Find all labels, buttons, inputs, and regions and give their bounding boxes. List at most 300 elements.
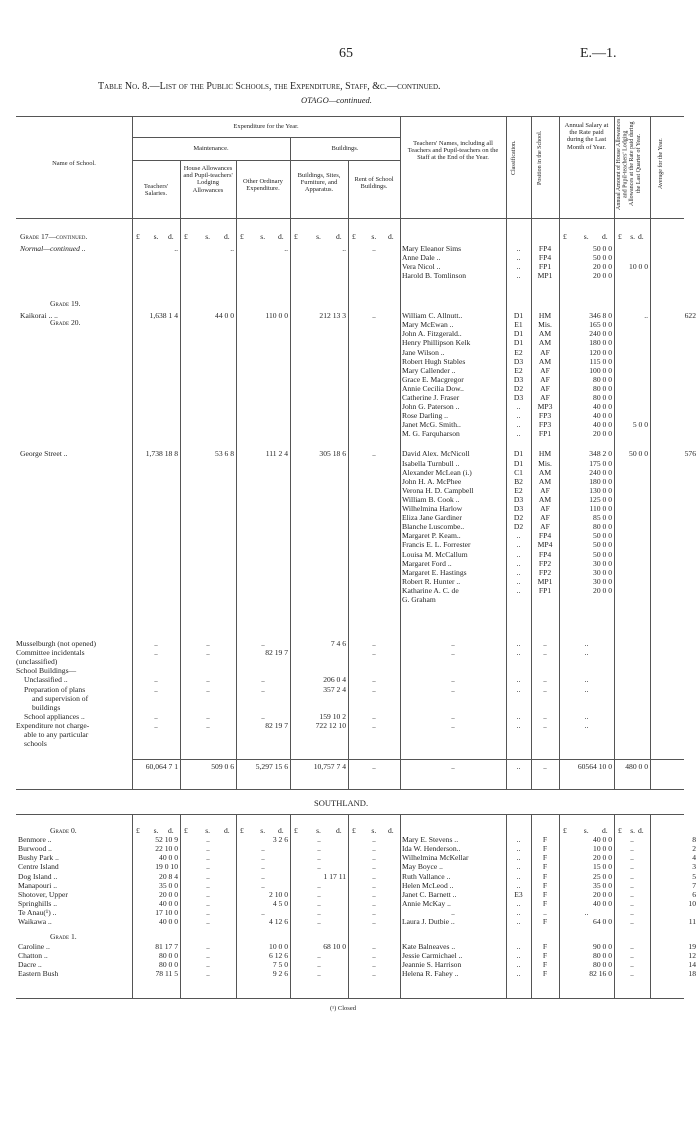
misc-item-name: School appliances ..: [24, 711, 85, 721]
currency-shilling-label: s.: [316, 232, 321, 241]
average-value: 576: [684, 449, 696, 459]
classification-value: ..: [516, 917, 521, 926]
teacher-name: Robert Hugh Stables: [402, 356, 466, 366]
position-value: AF: [540, 513, 550, 523]
currency-shilling-label: s.: [153, 232, 159, 241]
currency-shilling-label: s.: [205, 232, 211, 241]
header-name-of-school: Name of School.: [52, 160, 96, 167]
buildings-value: ..: [342, 243, 346, 253]
currency-pence-label: d.: [336, 232, 342, 241]
position-value: F: [542, 835, 548, 845]
rent-value: ..: [372, 898, 376, 908]
other-expenditure-value: 9 2 6: [272, 968, 288, 978]
teacher-name: Louisa M. McCallum: [402, 549, 468, 559]
classification-value: ..: [516, 853, 521, 863]
currency-pence-label: d.: [224, 232, 230, 241]
header-annual-salary: Annual Salary at the Rate paid during the Last Month of Year.: [564, 122, 609, 151]
classification-value: ..: [516, 880, 521, 890]
teachers-salaries-value: 80 0 0: [159, 950, 178, 960]
annual-salary-value: 50 0 0: [593, 549, 612, 559]
average-value: 18: [688, 968, 696, 978]
position-value: F: [542, 941, 548, 951]
header-column-rule: [348, 160, 349, 218]
teacher-name: ..: [451, 639, 455, 648]
annual-allowance-value: ..: [644, 311, 648, 321]
teachers-salaries-value: 1,738 18 8: [145, 449, 178, 459]
position-value: AF: [540, 374, 550, 384]
teacher-name: May Boyce ..: [402, 862, 443, 872]
annual-salary-value: 120 0 0: [589, 347, 612, 357]
teachers-salaries-value: 40 0 0: [159, 917, 178, 926]
classification-value: ..: [516, 684, 521, 694]
house-allowance-value: ..: [206, 917, 210, 926]
annual-salary-value: 100 0 0: [589, 365, 612, 375]
annual-salary-value: 20 0 0: [593, 429, 612, 439]
other-expenditure-value: 10 0 0: [269, 941, 288, 951]
average-value: 10: [688, 898, 696, 908]
currency-shilling-label: s.: [630, 826, 636, 835]
teacher-name: Wilhelmina McKellar: [402, 853, 469, 863]
position-value: ..: [543, 648, 547, 658]
classification-value: ..: [516, 844, 521, 854]
classification-value: ..: [516, 968, 521, 978]
currency-pence-label: d.: [638, 232, 644, 241]
misc-item-name: Expenditure not charge-: [16, 720, 90, 730]
currency-shilling-label: s.: [371, 232, 377, 241]
teacher-name: Janet McG. Smith..: [402, 420, 461, 430]
annual-allowance-value: ..: [630, 941, 634, 951]
misc-item-name: Musselburgh (not opened): [16, 639, 97, 648]
classification-value: ..: [516, 959, 521, 969]
house-allowance-value: ..: [206, 639, 210, 648]
buildings-value: 206 0 4: [323, 675, 346, 685]
rent-value: ..: [372, 880, 376, 890]
average-value: 6: [692, 889, 696, 899]
teacher-name: Annie Cecilia Dow..: [402, 383, 464, 393]
other-expenditure-value: ..: [261, 711, 265, 721]
header-house-allowances: House Allowances and Pupil-teachers' Lodging Allowances: [183, 165, 233, 194]
annual-salary-value: 50 0 0: [593, 540, 612, 550]
classification-value: ..: [516, 862, 521, 872]
annual-salary-value: 40 0 0: [593, 411, 612, 421]
teachers-salaries-value: 80 0 0: [159, 959, 178, 969]
body-column-rule: [614, 218, 615, 789]
header-column-rule: [614, 116, 615, 218]
average-value: 11: [688, 917, 696, 926]
header-average: Average for the Year.: [658, 138, 664, 190]
buildings-value: ..: [317, 917, 321, 926]
position-value: FP2: [538, 558, 552, 568]
total-house-allowances: 509 0 6: [211, 762, 234, 771]
annual-salary-value: ..: [584, 720, 589, 730]
school-name: Centre Island: [18, 862, 59, 872]
classification-value: ..: [516, 411, 521, 421]
teachers-salaries-value: 20 0 0: [159, 889, 178, 899]
grade-heading: Grade 19.: [50, 299, 81, 309]
buildings-value: 722 12 10: [315, 720, 346, 730]
rent-value: ..: [372, 917, 376, 926]
classification-value: D2: [513, 513, 524, 523]
header-top-rule: [16, 116, 684, 117]
position-value: MP4: [537, 540, 553, 550]
teacher-name: Kate Balneaves ..: [402, 941, 456, 951]
house-allowance-value: ..: [206, 907, 210, 917]
classification-value: ..: [516, 898, 521, 908]
position-value: AM: [538, 494, 552, 504]
page-number: 65: [339, 46, 353, 61]
position-value: F: [542, 871, 548, 881]
currency-pound-label: £: [136, 232, 140, 241]
teachers-salaries-value: 17 10 0: [155, 907, 178, 917]
classification-value: ..: [516, 531, 521, 541]
house-allowance-value: 44 0 0: [215, 311, 234, 321]
rent-value: ..: [372, 941, 376, 951]
position-value: AF: [540, 485, 550, 495]
buildings-value: 305 18 6: [319, 449, 346, 459]
buildings-value: 7 4 6: [330, 639, 346, 648]
body-column-rule: [290, 218, 291, 789]
currency-pence-label: d.: [638, 826, 644, 835]
other-expenditure-value: ..: [261, 880, 265, 890]
teacher-name: ..: [451, 648, 455, 658]
position-value: F: [542, 950, 548, 960]
position-value: AM: [538, 476, 552, 486]
currency-pound-label: £: [294, 232, 298, 241]
rent-value: ..: [372, 684, 376, 694]
position-value: AF: [540, 347, 550, 357]
other-expenditure-value: ..: [261, 639, 265, 648]
annual-allowance-value: 10 0 0: [629, 262, 648, 272]
position-value: F: [542, 968, 548, 978]
annual-salary-value: 90 0 0: [593, 941, 612, 951]
currency-pence-label: d.: [168, 826, 174, 835]
annual-salary-value: 40 0 0: [593, 898, 612, 908]
currency-pence-label: d.: [336, 826, 342, 835]
currency-shilling-label: s.: [583, 232, 589, 241]
rent-value: ..: [372, 835, 376, 845]
other-expenditure-value: ..: [284, 243, 288, 253]
house-allowance-value: ..: [206, 862, 210, 872]
buildings-value: 1 17 11: [323, 871, 346, 881]
annual-salary-value: 20 0 0: [593, 889, 612, 899]
teacher-name: Blanche Luscombe..: [402, 522, 465, 532]
currency-pence-label: d.: [278, 232, 284, 241]
annual-salary-value: 115 0 0: [589, 356, 612, 366]
classification-value: ..: [516, 576, 521, 586]
teacher-name: Rose Darling ..: [402, 411, 448, 421]
teacher-name: ..: [451, 684, 455, 694]
position-value: F: [542, 844, 548, 854]
school-name: Caroline ..: [18, 941, 50, 951]
header-buildings: Buildings.: [331, 145, 359, 152]
teachers-salaries-value: ..: [154, 639, 158, 648]
body-column-rule: [348, 218, 349, 789]
total-annual-allowance: 480 0 0: [625, 762, 648, 771]
teachers-salaries-value: 22 10 0: [155, 844, 178, 854]
average-value: 14: [688, 959, 696, 969]
classification-value: ..: [516, 675, 521, 685]
classification-value: ..: [516, 585, 521, 595]
buildings-value: ..: [317, 889, 321, 899]
total-annual-salary: 60564 10 0: [577, 762, 612, 771]
teacher-name: Janet C. Barnett ..: [402, 889, 457, 899]
annual-salary-value: 40 0 0: [593, 420, 612, 430]
house-allowance-value: ..: [206, 844, 210, 854]
other-expenditure-value: 3 2 6: [272, 835, 288, 845]
teacher-name: ..: [451, 907, 455, 917]
house-allowance-value: ..: [206, 941, 210, 951]
rent-value: ..: [372, 907, 376, 917]
annual-salary-value: 20 0 0: [593, 585, 612, 595]
teacher-name: Margaret Ford ..: [402, 558, 452, 568]
teachers-salaries-value: ..: [154, 720, 158, 730]
currency-shilling-label: s.: [583, 826, 589, 835]
average-value: 19: [688, 941, 696, 951]
header-teachers-salaries: Teachers' Salaries.: [143, 183, 169, 198]
classification-value: C1: [514, 467, 523, 477]
annual-salary-value: 50 0 0: [593, 531, 612, 541]
teacher-name: John G. Paterson ..: [402, 402, 460, 412]
total-buildings: 10,757 7 4: [313, 762, 346, 771]
teacher-name: Margaret E. Hastings: [402, 567, 467, 577]
teacher-name: Helen McLeod ..: [402, 880, 454, 890]
position-value: MP3: [537, 402, 553, 412]
annual-salary-value: 85 0 0: [593, 513, 612, 523]
currency-shilling-label: s.: [153, 826, 159, 835]
header-column-rule: [236, 160, 237, 218]
average-value: 8: [692, 835, 696, 845]
teacher-name: Jeannie S. Harrison: [402, 959, 462, 969]
teacher-name: Katharine A. C. de: [402, 585, 459, 595]
currency-shilling-label: s.: [371, 826, 377, 835]
classification-value: D3: [513, 374, 524, 384]
teachers-salaries-value: ..: [174, 243, 178, 253]
other-expenditure-value: 6 12 6: [269, 950, 288, 960]
annual-salary-value: 175 0 0: [589, 458, 612, 468]
rent-value: ..: [372, 968, 376, 978]
other-expenditure-value: 82 19 7: [265, 648, 288, 658]
position-value: HM: [538, 311, 552, 321]
teacher-name: ..: [451, 711, 455, 721]
misc-item-name: Preparation of plans: [24, 684, 86, 694]
total-teachers: ..: [451, 762, 455, 771]
buildings-value: ..: [317, 835, 321, 845]
annual-salary-value: 130 0 0: [589, 485, 612, 495]
position-value: MP1: [537, 576, 553, 586]
other-expenditure-value: 82 19 7: [265, 720, 288, 730]
annual-allowance-value: ..: [630, 917, 634, 926]
house-allowance-value: ..: [206, 950, 210, 960]
other-expenditure-value: 111 2 4: [265, 449, 288, 459]
currency-pound-label: £: [563, 232, 567, 241]
rent-value: ..: [372, 639, 376, 648]
teacher-name: Eliza Jane Gardiner: [402, 513, 462, 523]
position-value: FP1: [538, 429, 552, 439]
misc-item-name: able to any particular: [24, 730, 89, 739]
annual-salary-value: 80 0 0: [593, 959, 612, 969]
annual-salary-value: 180 0 0: [589, 338, 612, 348]
currency-shilling-label: s.: [316, 826, 321, 835]
teachers-salaries-value: 19 0 10: [155, 862, 178, 872]
annual-salary-value: 40 0 0: [593, 402, 612, 412]
teacher-name: Grace E. Macgregor: [402, 374, 464, 384]
annual-allowance-value: 5 0 0: [632, 420, 648, 430]
header-column-rule: [506, 116, 507, 218]
annual-salary-value: 64 0 0: [593, 917, 612, 926]
other-expenditure-value: 4 12 6: [269, 917, 288, 926]
classification-value: ..: [516, 711, 521, 721]
classification-value: D2: [513, 383, 524, 393]
teacher-name: Harold B. Tomlinson: [402, 271, 467, 281]
average-value: 3: [692, 862, 696, 872]
house-allowance-value: ..: [206, 711, 210, 721]
currency-pound-label: £: [136, 826, 140, 835]
teacher-name: Catherine J. Fraser: [402, 393, 460, 403]
buildings-value: ..: [317, 862, 321, 872]
annual-salary-value: 240 0 0: [589, 329, 612, 339]
rent-value: ..: [372, 675, 376, 685]
classification-value: ..: [516, 720, 521, 730]
header-column-rule: [400, 116, 401, 218]
rent-value: ..: [372, 853, 376, 863]
classification-value: D1: [513, 338, 524, 348]
currency-pence-label: d.: [224, 826, 230, 835]
classification-value: ..: [516, 420, 521, 430]
total-position: ..: [543, 762, 547, 771]
position-value: FP3: [538, 420, 552, 430]
annual-salary-value: 165 0 0: [589, 320, 612, 330]
annual-salary-value: 50 0 0: [593, 243, 612, 253]
teacher-name: Verona H. D. Campbell: [402, 485, 474, 495]
school-name: Chatton ..: [18, 950, 48, 960]
rent-value: ..: [372, 950, 376, 960]
teacher-name: Mary E. Stevens ..: [402, 835, 459, 845]
annual-salary-value: 30 0 0: [593, 576, 612, 586]
header-expenditure: Expenditure for the Year.: [233, 123, 299, 130]
annual-salary-value: 20 0 0: [593, 271, 612, 281]
house-allowance-value: ..: [206, 675, 210, 685]
currency-pence-label: d.: [168, 232, 174, 241]
currency-pence-label: d.: [602, 232, 608, 241]
misc-item-name: Unclassified ..: [24, 675, 68, 685]
rent-value: ..: [372, 959, 376, 969]
other-expenditure-value: ..: [261, 684, 265, 694]
header-column-rule: [650, 116, 651, 218]
total-other-expenditure: 5,297 15 6: [255, 762, 288, 771]
annual-allowance-value: ..: [630, 871, 634, 881]
annual-salary-value: 50 0 0: [593, 252, 612, 262]
teachers-salaries-value: 1,638 1 4: [149, 311, 178, 321]
teachers-salaries-value: 20 8 4: [159, 871, 178, 881]
other-expenditure-value: ..: [261, 853, 265, 863]
teachers-salaries-value: ..: [154, 711, 158, 721]
currency-pound-label: £: [618, 826, 622, 835]
grade-heading: Grade 1.: [50, 932, 77, 942]
annual-salary-value: 20 0 0: [593, 262, 612, 272]
position-value: AM: [538, 329, 552, 339]
teacher-name: John A. Fitzgerald..: [402, 329, 462, 339]
school-name: Burwood ..: [18, 844, 52, 854]
misc-item-name: and supervision of: [32, 693, 89, 703]
school-name: Dog Island ..: [18, 871, 58, 881]
teachers-salaries-value: 40 0 0: [159, 898, 178, 908]
teacher-name: G. Graham: [402, 595, 436, 605]
annual-allowance-value: ..: [630, 844, 634, 854]
position-value: F: [542, 959, 548, 969]
classification-value: ..: [516, 540, 521, 550]
position-value: F: [542, 898, 548, 908]
annual-allowance-value: ..: [630, 835, 634, 845]
teacher-name: ..: [451, 720, 455, 730]
misc-item-name: Committee incidentals: [16, 648, 85, 658]
teacher-name: William B. Cook ..: [402, 494, 460, 504]
classification-value: E2: [514, 485, 523, 495]
house-allowance-value: ..: [206, 684, 210, 694]
school-name: Te Anau(¹) ..: [18, 907, 57, 917]
school-name: Normal—continued ..: [20, 243, 86, 253]
other-expenditure-value: 2 10 0: [269, 889, 288, 899]
average-value: 12: [688, 950, 696, 960]
annual-salary-value: 346 8 0: [589, 311, 612, 321]
school-name: Eastern Bush: [18, 968, 59, 978]
buildings-value: 212 13 3: [319, 311, 346, 321]
rent-value: ..: [372, 648, 376, 658]
header-bottom-rule: [16, 218, 684, 219]
house-allowance-value: ..: [206, 648, 210, 658]
position-value: FP4: [538, 243, 552, 253]
classification-value: ..: [516, 252, 521, 262]
position-value: AM: [538, 356, 552, 366]
teacher-name: Jessie Carmichael ..: [402, 950, 463, 960]
classification-value: ..: [516, 907, 521, 917]
currency-pound-label: £: [618, 232, 622, 241]
teacher-name: John H. A. McPhee: [402, 476, 462, 486]
position-value: Mis.: [538, 320, 552, 330]
header-buildings-sites: Buildings, Sites, Furniture, and Apparatus.: [297, 172, 341, 194]
position-value: ..: [543, 720, 547, 730]
grade-heading: Grade 0.: [50, 826, 77, 835]
grade-heading: Grade 17—continued.: [20, 232, 88, 241]
teacher-name: ..: [451, 675, 455, 685]
classification-value: D3: [513, 494, 524, 504]
average-value: 2: [692, 844, 696, 854]
position-value: MP1: [537, 271, 553, 281]
classification-value: E3: [514, 889, 523, 899]
classification-value: ..: [516, 567, 521, 577]
header-teachers-names: Teachers' Names, including all Teachers and Pupil-teachers on the Staff at the End of the Year.: [407, 140, 499, 162]
currency-shilling-label: s.: [630, 232, 636, 241]
annual-salary-value: 25 0 0: [593, 871, 612, 881]
currency-pound-label: £: [240, 826, 244, 835]
school-name: Springhills ..: [18, 898, 58, 908]
annual-salary-value: 30 0 0: [593, 558, 612, 568]
southland-bottom-rule: [16, 998, 684, 999]
teacher-name: Helena R. Fahey ..: [402, 968, 459, 978]
classification-value: E1: [514, 320, 523, 330]
house-allowance-value: ..: [206, 720, 210, 730]
classification-value: ..: [516, 941, 521, 951]
teachers-salaries-value: ..: [154, 648, 158, 658]
buildings-value: 68 10 0: [323, 941, 346, 951]
annual-salary-value: ..: [584, 675, 589, 685]
teacher-name: Francis E. L. Forrester: [402, 540, 471, 550]
teacher-name: Henry Phillipson Kelk: [402, 338, 471, 348]
annual-salary-value: ..: [584, 684, 589, 694]
position-value: F: [542, 917, 548, 926]
misc-item-name: School Buildings—: [16, 666, 77, 676]
position-value: AF: [540, 383, 550, 393]
currency-pound-label: £: [184, 826, 188, 835]
